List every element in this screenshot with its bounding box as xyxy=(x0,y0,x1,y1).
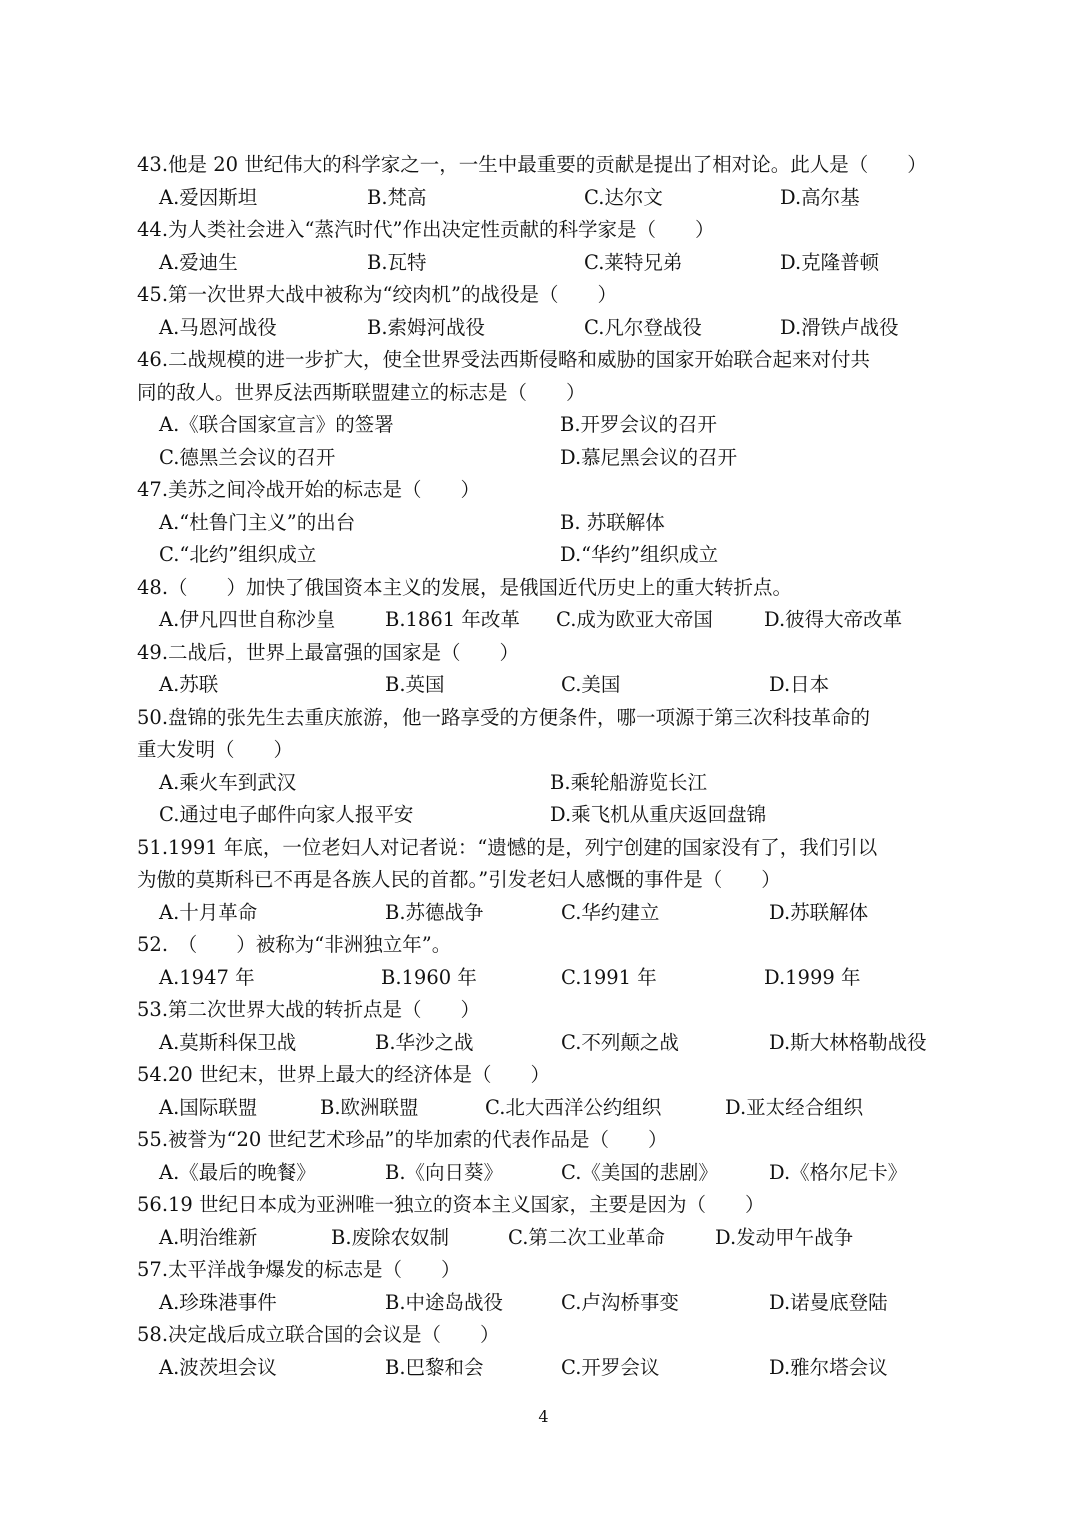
question-46-options xyxy=(137,442,967,474)
option-d: D.“华约”组织成立 xyxy=(560,543,719,566)
question-53-stem: 53.第二次世界大战的转折点是（ ） xyxy=(137,998,481,1021)
option-b: B.欧洲联盟 xyxy=(320,1095,419,1119)
option-b: B.1960 年 xyxy=(381,965,477,989)
option-c: C.莱特兄弟 xyxy=(584,250,683,274)
option-a: A.十月革命 xyxy=(159,900,258,924)
option-b: B.瓦特 xyxy=(367,250,427,274)
option-d: D.发动甲午战争 xyxy=(715,1225,854,1249)
option-c: C.德黑兰会议的召开 xyxy=(159,445,336,469)
question-49-options xyxy=(137,669,967,701)
question-45-options xyxy=(137,312,967,344)
option-c: C.达尔文 xyxy=(584,185,663,209)
question-51-stem: 为傲的莫斯科已不再是各族人民的首都。”引发老妇人感慨的事件是（ ） xyxy=(137,868,781,891)
option-d: D.亚太经合组织 xyxy=(725,1095,864,1119)
option-b: B.索姆河战役 xyxy=(367,315,486,339)
question-50-options xyxy=(137,799,967,831)
option-a: A.爱迪生 xyxy=(159,250,238,274)
option-c: C.华约建立 xyxy=(561,900,660,924)
option-a: A.波茨坦会议 xyxy=(159,1355,277,1379)
option-a: A.珍珠港事件 xyxy=(159,1290,277,1314)
option-a: A.爱因斯坦 xyxy=(159,185,258,209)
option-c: C.第二次工业革命 xyxy=(508,1225,665,1249)
option-c: C.成为欧亚大帝国 xyxy=(556,608,713,631)
option-c: C.卢沟桥事变 xyxy=(561,1290,679,1314)
question-47-options xyxy=(137,507,967,539)
question-46-stem: 46.二战规模的进一步扩大，使全世界受法西斯侵略和威胁的国家开始联合起来对付共 xyxy=(137,348,871,371)
option-b: B.梵高 xyxy=(367,185,427,209)
option-d: D.《格尔尼卡》 xyxy=(769,1160,908,1184)
question-44-options xyxy=(137,247,967,279)
option-c: C.美国 xyxy=(561,673,621,696)
question-50-options xyxy=(137,767,967,799)
option-b: B.废除农奴制 xyxy=(331,1225,450,1249)
question-52-stem: 52. （ ）被称为“非洲独立年”。 xyxy=(137,933,452,956)
question-56-stem: 56.19 世纪日本成为亚洲唯一独立的资本主义国家，主要是因为（ ） xyxy=(137,1193,765,1216)
question-43-options xyxy=(137,182,967,214)
question-51-stem: 51.1991 年底，一位老妇人对记者说：“遗憾的是，列宁创建的国家没有了，我们引以 xyxy=(137,835,878,859)
question-58-options xyxy=(137,1352,967,1384)
option-a: A.伊凡四世自称沙皇 xyxy=(159,608,336,631)
option-a: A.1947 年 xyxy=(159,965,255,989)
option-d: D.滑铁卢战役 xyxy=(780,315,899,339)
question-46-stem: 同的敌人。世界反法西斯联盟建立的标志是（ ） xyxy=(137,380,586,404)
option-b: B.1861 年改革 xyxy=(385,608,520,631)
option-c: C.通过电子邮件向家人报平安 xyxy=(159,803,414,826)
question-49-stem: 49.二战后，世界上最富强的国家是（ ） xyxy=(137,640,520,664)
option-a: A.乘火车到武汉 xyxy=(159,770,297,794)
page-number: 4 xyxy=(538,1407,549,1426)
question-54-stem: 54.20 世纪末，世界上最大的经济体是（ ） xyxy=(137,1063,551,1086)
question-57-options xyxy=(137,1287,967,1319)
option-a: A.国际联盟 xyxy=(159,1095,258,1119)
option-b: B.《向日葵》 xyxy=(385,1160,504,1184)
question-56-options xyxy=(137,1222,967,1254)
option-b: B.英国 xyxy=(385,673,445,696)
option-c: C.《美国的悲剧》 xyxy=(561,1160,718,1184)
option-a: A.《联合国家宣言》的签署 xyxy=(159,413,394,436)
option-b: B.开罗会议的召开 xyxy=(560,413,718,436)
option-c: C.不列颠之战 xyxy=(561,1030,679,1054)
option-c: C.开罗会议 xyxy=(561,1355,660,1379)
question-48-stem: 48.（ ）加快了俄国资本主义的发展，是俄国近代历史上的重大转折点。 xyxy=(137,575,793,599)
option-c: C.“北约”组织成立 xyxy=(159,543,317,566)
option-a: A.《最后的晚餐》 xyxy=(159,1160,316,1184)
question-54-options xyxy=(137,1092,967,1124)
option-a: A.苏联 xyxy=(159,673,219,696)
option-b: B.华沙之战 xyxy=(375,1030,474,1054)
question-50-stem: 重大发明（ ） xyxy=(137,738,294,761)
option-d: D.克隆普顿 xyxy=(780,250,880,274)
question-44-stem: 44.为人类社会进入“蒸汽时代”作出决定性贡献的科学家是（ ） xyxy=(137,218,715,241)
option-b: B.中途岛战役 xyxy=(385,1290,504,1314)
option-c: C.凡尔登战役 xyxy=(584,315,702,339)
question-47-stem: 47.美苏之间冷战开始的标志是（ ） xyxy=(137,478,481,501)
option-d: D.苏联解体 xyxy=(769,900,869,924)
question-58-stem: 58.决定战后成立联合国的会议是（ ） xyxy=(137,1323,500,1346)
question-46-options xyxy=(137,409,967,441)
question-51-options xyxy=(137,897,967,929)
question-43-stem: 43.他是 20 世纪伟大的科学家之一，一生中最重要的贡献是提出了相对论。此人是（ ） xyxy=(137,153,927,176)
option-d: D.高尔基 xyxy=(780,185,860,209)
option-a: A.马恩河战役 xyxy=(159,315,277,339)
option-d: D.斯大林格勒战役 xyxy=(769,1030,927,1054)
option-c: C.1991 年 xyxy=(561,965,657,989)
question-57-stem: 57.太平洋战争爆发的标志是（ ） xyxy=(137,1258,461,1281)
option-d: D.雅尔塔会议 xyxy=(769,1355,888,1379)
question-55-options xyxy=(137,1157,967,1189)
question-45-stem: 45.第一次世界大战中被称为“绞肉机”的战役是（ ） xyxy=(137,283,617,306)
question-48-options xyxy=(137,604,967,636)
question-52-options xyxy=(137,962,967,994)
option-b: B. 苏联解体 xyxy=(560,510,665,534)
option-a: A.莫斯科保卫战 xyxy=(159,1030,297,1054)
option-d: D.诺曼底登陆 xyxy=(769,1290,888,1314)
option-d: D.日本 xyxy=(769,673,830,696)
option-d: D.乘飞机从重庆返回盘锦 xyxy=(550,803,767,826)
option-d: D.慕尼黑会议的召开 xyxy=(560,445,738,469)
question-50-stem: 50.盘锦的张先生去重庆旅游，他一路享受的方便条件，哪一项源于第三次科技革命的 xyxy=(137,705,871,729)
option-a: A.明治维新 xyxy=(159,1225,258,1249)
question-47-options xyxy=(137,539,967,571)
option-c: C.北大西洋公约组织 xyxy=(485,1095,662,1119)
option-b: B.乘轮船游览长江 xyxy=(550,770,708,794)
option-a: A.“杜鲁门主义”的出台 xyxy=(159,510,356,534)
option-d: D.1999 年 xyxy=(764,965,861,989)
option-b: B.巴黎和会 xyxy=(385,1355,484,1379)
question-53-options xyxy=(137,1027,967,1059)
question-55-stem: 55.被誉为“20 世纪艺术珍品”的毕加索的代表作品是（ ） xyxy=(137,1128,668,1151)
option-b: B.苏德战争 xyxy=(385,900,484,924)
option-d: D.彼得大帝改革 xyxy=(764,608,903,631)
